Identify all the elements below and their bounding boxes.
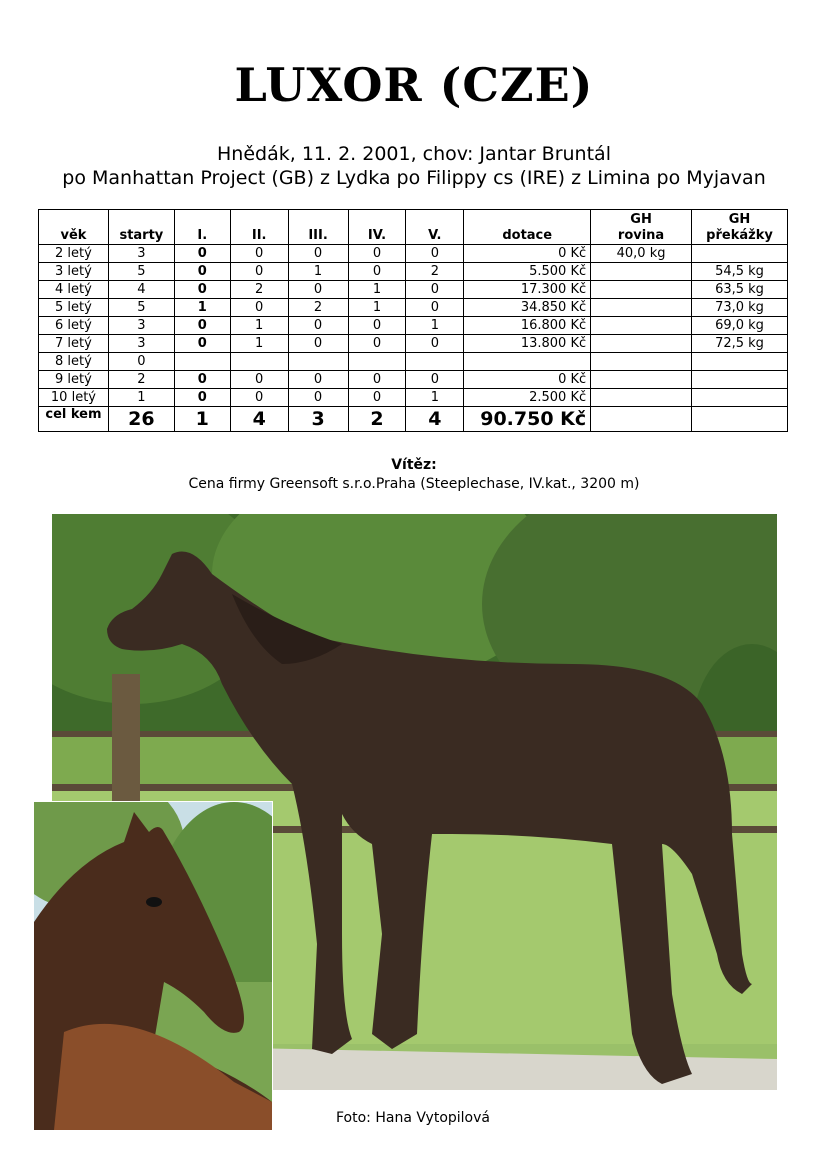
- total-place: 4: [406, 407, 464, 432]
- horse-details: Hnědák, 11. 2. 2001, chov: Jantar Bruntál: [217, 143, 611, 165]
- place-cell: 1: [348, 281, 406, 299]
- table-row: [39, 371, 788, 389]
- starts-cell: 3: [108, 245, 174, 263]
- table-row: [39, 245, 788, 263]
- gh-jumps-cell: [691, 245, 787, 263]
- gh-flat-cell: [591, 389, 692, 407]
- place-cell: 0: [230, 299, 288, 317]
- column-header-gh-jumps: [691, 210, 787, 245]
- place-cell: 0: [348, 389, 406, 407]
- photo-credit: Foto: Hana Vytopilová: [336, 1110, 490, 1126]
- starts-cell: 3: [108, 335, 174, 353]
- place-cell: [406, 353, 464, 371]
- age-cell: 8 letý: [39, 353, 109, 371]
- age-cell: 3 letý: [39, 263, 109, 281]
- column-header-line: rovina: [617, 228, 665, 243]
- starts-cell: 2: [108, 371, 174, 389]
- table-row: [39, 353, 788, 371]
- table-row: [39, 263, 788, 281]
- prize-money-cell: 13.800 Kč: [464, 335, 591, 353]
- place-cell: [348, 353, 406, 371]
- total-wins: 1: [174, 407, 230, 432]
- gh-flat-cell: [591, 299, 692, 317]
- place-cell: 0: [348, 245, 406, 263]
- place-cell: 0: [288, 317, 348, 335]
- age-cell: 10 letý: [39, 389, 109, 407]
- place-cell: 0: [288, 371, 348, 389]
- prize-money-cell: 0 Kč: [464, 245, 591, 263]
- gh-jumps-cell: 72,5 kg: [691, 335, 787, 353]
- place-cell: [288, 353, 348, 371]
- table-row: [39, 281, 788, 299]
- gh-jumps-cell: 63,5 kg: [691, 281, 787, 299]
- place-cell: 0: [288, 389, 348, 407]
- prize-money-cell: 16.800 Kč: [464, 317, 591, 335]
- horse-head-illustration: [34, 802, 272, 1130]
- place-cell: 1: [348, 299, 406, 317]
- place-cell: [230, 353, 288, 371]
- total-gh-flat: [591, 407, 692, 432]
- place-cell: 1: [406, 317, 464, 335]
- wins-cell: 0: [174, 317, 230, 335]
- prize-money-cell: 0 Kč: [464, 371, 591, 389]
- place-cell: 0: [230, 389, 288, 407]
- place-cell: 0: [406, 299, 464, 317]
- gh-flat-cell: [591, 263, 692, 281]
- horse-pedigree: po Manhattan Project (GB) z Lydka po Filippy cs (IRE) z Limina po Myjavan: [62, 167, 766, 189]
- column-header: III.: [288, 210, 348, 245]
- gh-jumps-cell: 73,0 kg: [691, 299, 787, 317]
- race-statistics-table: [38, 209, 788, 432]
- total-label: cel kem: [39, 407, 109, 432]
- prize-money-cell: 34.850 Kč: [464, 299, 591, 317]
- prize-money-cell: 17.300 Kč: [464, 281, 591, 299]
- total-gh-jumps: [691, 407, 787, 432]
- total-prize-money: 90.750 Kč: [464, 407, 591, 432]
- column-header-gh-flat: [591, 210, 692, 245]
- column-header: II.: [230, 210, 288, 245]
- gh-flat-cell: [591, 335, 692, 353]
- gh-jumps-cell: [691, 371, 787, 389]
- starts-cell: 4: [108, 281, 174, 299]
- place-cell: 2: [406, 263, 464, 281]
- gh-flat-cell: [591, 317, 692, 335]
- winner-race: Cena firmy Greensoft s.r.o.Praha (Steeplechase, IV.kat., 3200 m): [188, 476, 640, 492]
- starts-cell: 3: [108, 317, 174, 335]
- table-total-row: [39, 407, 788, 432]
- horse-head-photo: [33, 801, 273, 1131]
- gh-flat-cell: [591, 281, 692, 299]
- wins-cell: [174, 353, 230, 371]
- gh-jumps-cell: [691, 353, 787, 371]
- place-cell: 0: [230, 245, 288, 263]
- table-row: [39, 299, 788, 317]
- place-cell: 0: [230, 371, 288, 389]
- prize-money-cell: [464, 353, 591, 371]
- age-cell: 2 letý: [39, 245, 109, 263]
- column-header-line: překážky: [706, 228, 773, 243]
- place-cell: 1: [230, 317, 288, 335]
- wins-cell: 1: [174, 299, 230, 317]
- column-header: věk: [39, 210, 109, 245]
- starts-cell: 5: [108, 299, 174, 317]
- place-cell: 1: [288, 263, 348, 281]
- wins-cell: 0: [174, 371, 230, 389]
- place-cell: 0: [406, 335, 464, 353]
- age-cell: 6 letý: [39, 317, 109, 335]
- gh-jumps-cell: 54,5 kg: [691, 263, 787, 281]
- table-row: [39, 317, 788, 335]
- gh-flat-cell: 40,0 kg: [591, 245, 692, 263]
- column-header: starty: [108, 210, 174, 245]
- total-place: 3: [288, 407, 348, 432]
- total-place: 4: [230, 407, 288, 432]
- column-header-line: GH: [728, 212, 751, 227]
- wins-cell: 0: [174, 245, 230, 263]
- column-header: I.: [174, 210, 230, 245]
- place-cell: 0: [288, 335, 348, 353]
- prize-money-cell: 5.500 Kč: [464, 263, 591, 281]
- prize-money-cell: 2.500 Kč: [464, 389, 591, 407]
- total-starts: 26: [108, 407, 174, 432]
- age-cell: 7 letý: [39, 335, 109, 353]
- wins-cell: 0: [174, 389, 230, 407]
- wins-cell: 0: [174, 281, 230, 299]
- age-cell: 5 letý: [39, 299, 109, 317]
- place-cell: 2: [230, 281, 288, 299]
- column-header: dotace: [464, 210, 591, 245]
- place-cell: 0: [406, 281, 464, 299]
- gh-flat-cell: [591, 353, 692, 371]
- place-cell: 1: [406, 389, 464, 407]
- starts-cell: 1: [108, 389, 174, 407]
- table-row: [39, 335, 788, 353]
- place-cell: 0: [348, 335, 406, 353]
- place-cell: 1: [230, 335, 288, 353]
- starts-cell: 5: [108, 263, 174, 281]
- table-header-row: [39, 210, 788, 245]
- gh-jumps-cell: 69,0 kg: [691, 317, 787, 335]
- age-cell: 4 letý: [39, 281, 109, 299]
- place-cell: 0: [288, 245, 348, 263]
- wins-cell: 0: [174, 263, 230, 281]
- column-header: V.: [406, 210, 464, 245]
- place-cell: 2: [288, 299, 348, 317]
- page-title: LUXOR (CZE): [234, 58, 594, 112]
- column-header: IV.: [348, 210, 406, 245]
- age-cell: 9 letý: [39, 371, 109, 389]
- place-cell: 0: [348, 263, 406, 281]
- place-cell: 0: [348, 371, 406, 389]
- gh-flat-cell: [591, 371, 692, 389]
- wins-cell: 0: [174, 335, 230, 353]
- table-row: [39, 389, 788, 407]
- winner-heading: Vítěz:: [391, 457, 437, 473]
- gh-jumps-cell: [691, 389, 787, 407]
- total-place: 2: [348, 407, 406, 432]
- place-cell: 0: [406, 245, 464, 263]
- place-cell: 0: [230, 263, 288, 281]
- place-cell: 0: [406, 371, 464, 389]
- place-cell: 0: [348, 317, 406, 335]
- column-header-line: GH: [630, 212, 652, 227]
- place-cell: 0: [288, 281, 348, 299]
- starts-cell: 0: [108, 353, 174, 371]
